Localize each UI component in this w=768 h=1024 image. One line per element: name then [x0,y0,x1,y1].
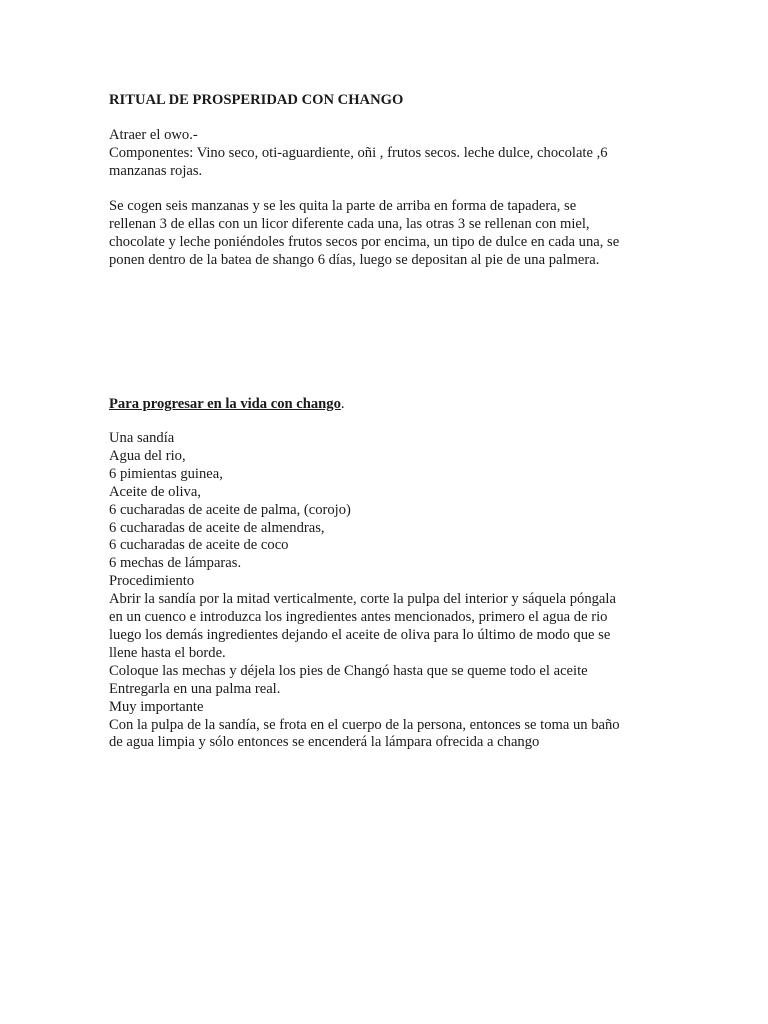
procedure-line: Entregarla en una palma real. [109,680,281,697]
important-heading: Muy importante [109,698,204,715]
important-line: Con la pulpa de la sandía, se frota en el cuerpo de la persona, entonces se toma un baño [109,716,620,733]
document-title: RITUAL DE PROSPERIDAD CON CHANGO [109,92,404,108]
ingredient-line: Agua del rio, [109,447,186,464]
procedure-line: llene hasta el borde. [109,644,226,661]
intro-line: manzanas rojas. [109,162,203,179]
ingredient-line: Aceite de oliva, [109,483,201,500]
recipe-line: Se cogen seis manzanas y se les quita la parte de arriba en forma de tapadera, se [109,198,577,214]
intro-line: Componentes: Vino seco, oti-aguardiente, oñi , frutos secos. leche dulce, chocolate ,6 [109,144,608,161]
ingredient-line: 6 cucharadas de aceite de palma, (corojo) [109,501,351,518]
ingredient-line: 6 cucharadas de aceite de coco [109,537,289,554]
recipe-line: chocolate y leche poniéndoles frutos secos por encima, un tipo de dulce en cada una, se [109,233,620,250]
section-heading [109,395,345,413]
procedure-line: Abrir la sandía por la mitad verticalmente, corte la pulpa del interior y sáquela póngala [109,591,616,608]
intro-paragraph [109,127,654,181]
procedure-line: luego los demás ingredientes dejando el aceite de oliva para lo último de modo que se [109,626,611,643]
procedure-line: Coloque las mechas y déjela los pies de Changó hasta que se queme todo el aceite [109,662,588,679]
procedure-line: en un cuenco e introduzca los ingredientes antes mencionados, primero el agua de rio [109,609,608,626]
ingredient-line: 6 cucharadas de aceite de almendras, [109,519,325,536]
ingredient-line: 6 mechas de lámparas. [109,555,242,572]
important-line: de agua limpia y sólo entonces se encenderá la lámpara ofrecida a chango [109,734,540,751]
section-body [109,430,654,752]
recipe-line: ponen dentro de la batea de shango 6 días, luego se depositan al pie de una palmera. [109,251,600,268]
section-heading-text: Para progresar en la vida con chango [109,396,341,412]
procedure-heading: Procedimiento [109,573,195,590]
section-heading-period: . [340,396,345,412]
intro-line: Atraer el owo.- [109,127,198,143]
recipe-line: rellenan 3 de ellas con un licor diferente cada una, las otras 3 se rellenan con miel, [109,215,590,232]
recipe-paragraph [109,198,654,270]
ingredient-line: Una sandía [109,430,175,446]
ingredient-line: 6 pimientas guinea, [109,465,223,482]
